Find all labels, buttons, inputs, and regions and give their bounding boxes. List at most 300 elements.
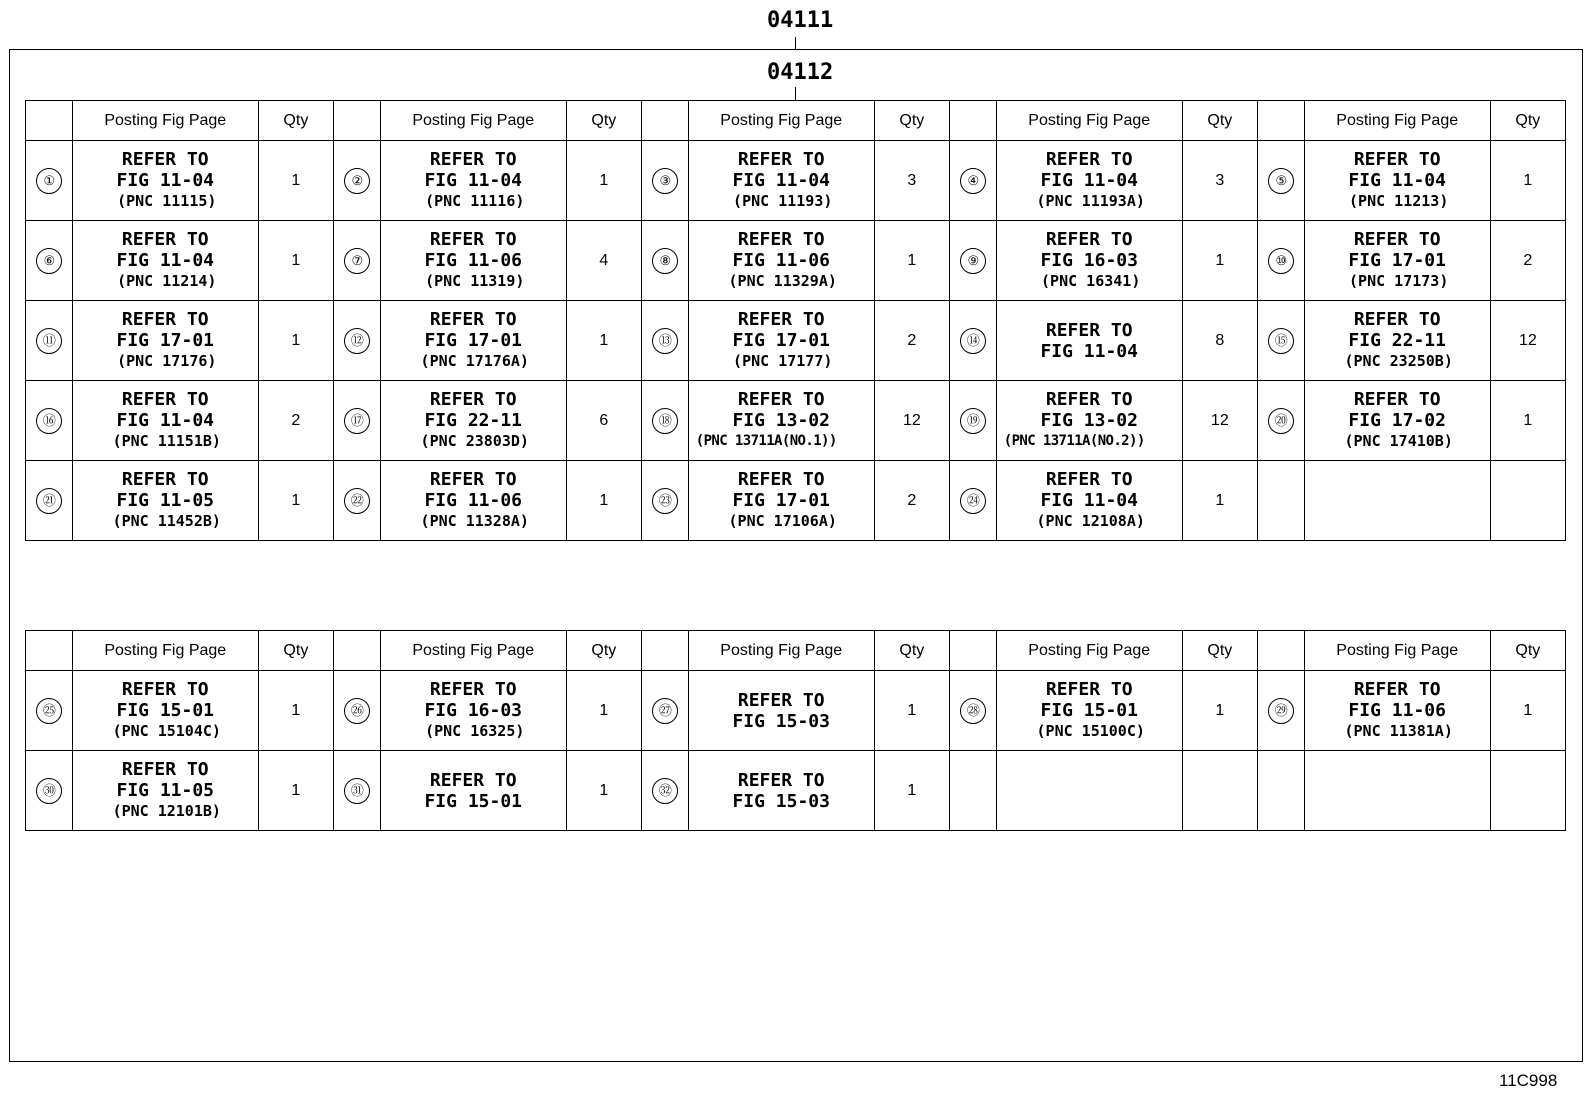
ref-number-cell [641, 751, 688, 831]
item-number-badge: ⑥ [36, 248, 62, 274]
ref-number-cell [26, 671, 73, 751]
reference-cell [996, 221, 1182, 301]
item-number-badge: ⑰ [344, 408, 370, 434]
qty-cell [874, 461, 949, 541]
ref-number-cell [26, 141, 73, 221]
refer-to-text: REFER TO [737, 689, 825, 711]
pnc-reference: (PNC 11381A) [1344, 722, 1453, 740]
ref-number-cell [333, 221, 380, 301]
header-number-cell [26, 101, 73, 141]
reference-cell [688, 671, 874, 751]
ref-number-cell [641, 301, 688, 381]
item-number-badge: ⑪ [36, 328, 62, 354]
refer-to-text: REFER TO [121, 229, 209, 250]
qty-cell [566, 301, 641, 381]
pnc-reference: (PNC 12108A) [1036, 512, 1145, 530]
refer-to-text: REFER TO [429, 469, 517, 490]
quantity-value: 12 [902, 411, 921, 429]
reference-cell [688, 141, 874, 221]
item-number-badge: ㉘ [960, 698, 986, 724]
refer-to-text: REFER TO [1045, 389, 1133, 410]
ref-number-cell [333, 751, 380, 831]
reference-cell [1304, 301, 1490, 381]
refer-to-text: REFER TO [121, 469, 209, 490]
item-number-badge: ⑤ [1268, 168, 1294, 194]
figure-reference: FIG 17-01 [116, 330, 215, 351]
qty-cell [874, 301, 949, 381]
quantity-value: 1 [599, 781, 609, 799]
table-row [26, 381, 1566, 461]
figure-reference: FIG 17-02 [1348, 410, 1446, 431]
figure-reference: FIG 22-11 [1348, 330, 1446, 351]
quantity-value: 1 [907, 781, 917, 799]
ref-number-cell [26, 381, 73, 461]
header-number-cell [641, 631, 688, 671]
figure-reference: FIG 15-01 [116, 700, 215, 721]
quantity-value: 3 [907, 171, 917, 189]
pnc-reference: (PNC 12101B) [112, 802, 221, 820]
header-posting-fig-page: Posting Fig Page [72, 101, 258, 141]
quantity-value: 1 [599, 701, 609, 719]
refer-to-text: REFER TO [429, 149, 517, 170]
pnc-reference: (PNC 11214) [117, 272, 217, 290]
qty-cell [1490, 461, 1565, 541]
qty-cell [566, 381, 641, 461]
pnc-reference: (PNC 15100C) [1036, 722, 1145, 740]
ref-number-cell [1257, 141, 1304, 221]
refer-to-text: REFER TO [1045, 679, 1133, 700]
reference-cell [380, 461, 566, 541]
figure-reference: FIG 11-04 [1040, 170, 1138, 191]
item-number-badge: ② [344, 168, 370, 194]
quantity-value: 1 [1215, 701, 1225, 719]
figure-reference: FIG 15-03 [732, 790, 830, 812]
ref-number-cell [1257, 671, 1304, 751]
reference-cell [688, 461, 874, 541]
refer-to-text: REFER TO [121, 149, 209, 170]
header-posting-fig-page: Posting Fig Page [1304, 631, 1490, 671]
quantity-value: 1 [1215, 251, 1225, 269]
header-qty: Qty [874, 631, 949, 671]
figure-reference: FIG 17-01 [732, 490, 830, 511]
reference-cell [72, 381, 258, 461]
reference-cell [996, 461, 1182, 541]
item-number-badge: ⑨ [960, 248, 986, 274]
refer-to-text: REFER TO [429, 229, 517, 250]
ref-number-cell [1257, 381, 1304, 461]
qty-cell [566, 671, 641, 751]
qty-cell [258, 751, 333, 831]
reference-cell [1304, 461, 1490, 541]
item-number-badge: ⑯ [36, 408, 62, 434]
qty-cell [566, 221, 641, 301]
qty-cell [258, 221, 333, 301]
refer-to-text: REFER TO [1353, 149, 1441, 170]
quantity-value: 1 [1523, 411, 1533, 429]
refer-to-text: REFER TO [429, 309, 517, 330]
ref-number-cell [333, 301, 380, 381]
header-qty: Qty [566, 631, 641, 671]
illustration-code: 11C998 [1499, 1071, 1558, 1090]
quantity-value: 2 [1523, 251, 1533, 269]
reference-cell [1304, 141, 1490, 221]
ref-number-cell [949, 221, 996, 301]
refer-to-text: REFER TO [737, 149, 825, 170]
pnc-reference: (PNC 17410B) [1344, 432, 1453, 450]
refer-to-text: REFER TO [1353, 309, 1441, 330]
qty-cell [258, 301, 333, 381]
ref-number-cell [949, 671, 996, 751]
reference-cell [1304, 751, 1490, 831]
refer-to-text: REFER TO [1045, 149, 1133, 170]
reference-cell [72, 141, 258, 221]
header-posting-fig-page: Posting Fig Page [1304, 101, 1490, 141]
qty-cell [1490, 381, 1565, 461]
table-row [26, 751, 1566, 831]
reference-cell [1304, 381, 1490, 461]
pnc-reference: (PNC 11452B) [112, 512, 221, 530]
refer-to-text: REFER TO [429, 389, 517, 410]
refer-to-text: REFER TO [1353, 389, 1441, 410]
figure-reference: FIG 15-01 [1040, 700, 1138, 721]
header-posting-fig-page: Posting Fig Page [72, 631, 258, 671]
ref-number-cell [1257, 301, 1304, 381]
pnc-reference: (PNC 17106A) [728, 512, 837, 530]
qty-cell [1490, 221, 1565, 301]
refer-to-text: REFER TO [121, 679, 209, 700]
quantity-value: 8 [1215, 331, 1225, 349]
quantity-value: 6 [599, 411, 609, 429]
ref-number-cell [26, 461, 73, 541]
header-posting-fig-page: Posting Fig Page [380, 101, 566, 141]
figure-reference: FIG 11-04 [1040, 490, 1138, 511]
item-number-badge: ㉜ [652, 778, 678, 804]
quantity-value: 1 [1523, 171, 1533, 189]
figure-reference: FIG 11-06 [1348, 700, 1446, 721]
item-number-badge: ㉗ [652, 698, 678, 724]
reference-cell [688, 381, 874, 461]
table-row [26, 141, 1566, 221]
pnc-reference: (PNC 16341) [1041, 272, 1141, 290]
header-posting-fig-page: Posting Fig Page [688, 101, 874, 141]
parts-reference-table-1 [25, 100, 1566, 541]
parts-reference-table-2 [25, 630, 1566, 831]
reference-cell [688, 221, 874, 301]
quantity-value: 1 [291, 171, 301, 189]
reference-cell [72, 221, 258, 301]
pnc-reference: (PNC 11115) [117, 192, 217, 210]
qty-cell [1490, 301, 1565, 381]
reference-cell [996, 301, 1182, 381]
quantity-value: 3 [1215, 171, 1225, 189]
reference-cell [380, 751, 566, 831]
refer-to-text: REFER TO [121, 759, 209, 780]
ref-number-cell [1257, 751, 1304, 831]
item-number-badge: ⑧ [652, 248, 678, 274]
item-number-badge: ㉑ [36, 488, 62, 514]
header-qty: Qty [258, 631, 333, 671]
reference-cell [1304, 221, 1490, 301]
refer-to-text: REFER TO [1045, 229, 1133, 250]
quantity-value: 1 [907, 701, 917, 719]
figure-reference: FIG 11-06 [732, 250, 830, 271]
quantity-value: 2 [907, 491, 917, 509]
header-qty: Qty [566, 101, 641, 141]
qty-cell [1490, 751, 1565, 831]
quantity-value: 1 [291, 251, 301, 269]
reference-cell [72, 671, 258, 751]
item-number-badge: ⑬ [652, 328, 678, 354]
refer-to-text: REFER TO [737, 229, 825, 250]
figure-reference: FIG 11-06 [424, 250, 523, 271]
figure-reference: FIG 11-05 [116, 490, 215, 511]
refer-to-text: REFER TO [1045, 319, 1133, 341]
pnc-reference: (PNC 16325) [425, 722, 525, 740]
pnc-reference: (PNC 11193A) [1036, 192, 1145, 210]
quantity-value: 1 [291, 781, 301, 799]
quantity-value: 12 [1210, 411, 1229, 429]
quantity-value: 1 [907, 251, 917, 269]
qty-cell [874, 141, 949, 221]
pnc-reference: (PNC 23803D) [420, 432, 529, 450]
qty-cell [1490, 141, 1565, 221]
qty-cell [1182, 751, 1257, 831]
ref-number-cell [333, 671, 380, 751]
qty-cell [1182, 141, 1257, 221]
header-number-cell [1257, 101, 1304, 141]
figure-reference: FIG 13-02 [1040, 410, 1138, 431]
reference-cell [688, 301, 874, 381]
header-row [26, 101, 1566, 141]
subassembly-number-label: 04112 [767, 60, 834, 85]
pnc-reference: (PNC 17173) [1349, 272, 1449, 290]
pnc-reference: (PNC 11193) [733, 192, 833, 210]
qty-cell [874, 751, 949, 831]
item-number-badge: ① [36, 168, 62, 194]
figure-reference: FIG 16-03 [424, 700, 523, 721]
refer-to-text: REFER TO [121, 389, 209, 410]
header-number-cell [949, 101, 996, 141]
quantity-value: 4 [599, 251, 609, 269]
header-qty: Qty [258, 101, 333, 141]
quantity-value: 1 [291, 331, 301, 349]
ref-number-cell [641, 221, 688, 301]
figure-reference: FIG 17-01 [424, 330, 523, 351]
header-qty: Qty [1182, 631, 1257, 671]
figure-reference: FIG 15-01 [424, 790, 523, 812]
header-row [26, 631, 1566, 671]
reference-cell [380, 671, 566, 751]
item-number-badge: ㉕ [36, 698, 62, 724]
item-number-badge: ⑮ [1268, 328, 1294, 354]
qty-cell [1182, 461, 1257, 541]
qty-cell [1490, 671, 1565, 751]
header-qty: Qty [1490, 101, 1565, 141]
quantity-value: 1 [291, 701, 301, 719]
refer-to-text: REFER TO [429, 769, 517, 791]
header-qty: Qty [1490, 631, 1565, 671]
figure-reference: FIG 13-02 [732, 410, 830, 431]
item-number-badge: ㉙ [1268, 698, 1294, 724]
figure-reference: FIG 11-04 [116, 250, 215, 271]
reference-cell [72, 461, 258, 541]
quantity-value: 1 [599, 331, 609, 349]
pnc-reference: (PNC 11329A) [728, 272, 837, 290]
ref-number-cell [641, 671, 688, 751]
table-row [26, 461, 1566, 541]
ref-number-cell [333, 461, 380, 541]
pnc-reference: (PNC 11151B) [112, 432, 221, 450]
item-number-badge: ④ [960, 168, 986, 194]
table-row [26, 221, 1566, 301]
quantity-value: 12 [1518, 331, 1537, 349]
item-number-badge: ⑫ [344, 328, 370, 354]
item-number-badge: ⑳ [1268, 408, 1294, 434]
pnc-reference: (PNC 17176A) [420, 352, 529, 370]
figure-reference: FIG 11-04 [424, 170, 523, 191]
quantity-value: 1 [1215, 491, 1225, 509]
figure-reference: FIG 11-04 [116, 410, 215, 431]
assembly-number-label: 04111 [767, 8, 834, 33]
ref-number-cell [26, 301, 73, 381]
pnc-reference: (PNC 11319) [425, 272, 525, 290]
qty-cell [566, 461, 641, 541]
ref-number-cell [333, 141, 380, 221]
refer-to-text: REFER TO [737, 769, 825, 791]
reference-cell [380, 381, 566, 461]
item-number-badge: ㉛ [344, 778, 370, 804]
quantity-value: 2 [291, 411, 301, 429]
reference-cell [380, 221, 566, 301]
ref-number-cell [949, 141, 996, 221]
ref-number-cell [641, 461, 688, 541]
reference-cell [996, 141, 1182, 221]
header-qty: Qty [1182, 101, 1257, 141]
header-number-cell [1257, 631, 1304, 671]
qty-cell [258, 381, 333, 461]
header-posting-fig-page: Posting Fig Page [380, 631, 566, 671]
qty-cell [1182, 671, 1257, 751]
item-number-badge: ⑩ [1268, 248, 1294, 274]
reference-cell [380, 301, 566, 381]
ref-number-cell [949, 301, 996, 381]
table-row [26, 671, 1566, 751]
qty-cell [258, 671, 333, 751]
qty-cell [566, 751, 641, 831]
qty-cell [1182, 381, 1257, 461]
item-number-badge: ⑦ [344, 248, 370, 274]
item-number-badge: ㉚ [36, 778, 62, 804]
figure-reference: FIG 17-01 [732, 330, 830, 351]
figure-reference: FIG 15-03 [732, 710, 830, 732]
refer-to-text: REFER TO [1045, 469, 1133, 490]
item-number-badge: ③ [652, 168, 678, 194]
item-number-badge: ⑱ [652, 408, 678, 434]
figure-reference: FIG 11-04 [1040, 340, 1138, 362]
item-number-badge: ⑲ [960, 408, 986, 434]
item-number-badge: ㉔ [960, 488, 986, 514]
refer-to-text: REFER TO [737, 469, 825, 490]
ref-number-cell [26, 751, 73, 831]
reference-cell [688, 751, 874, 831]
qty-cell [1182, 301, 1257, 381]
figure-reference: FIG 11-06 [424, 490, 523, 511]
header-number-cell [26, 631, 73, 671]
figure-reference: FIG 11-04 [116, 170, 215, 191]
quantity-value: 1 [291, 491, 301, 509]
pnc-reference: (PNC 23250B) [1344, 352, 1453, 370]
figure-reference: FIG 17-01 [1348, 250, 1446, 271]
qty-cell [1182, 221, 1257, 301]
header-posting-fig-page: Posting Fig Page [996, 101, 1182, 141]
header-posting-fig-page: Posting Fig Page [996, 631, 1182, 671]
quantity-value: 2 [907, 331, 917, 349]
ref-number-cell [641, 141, 688, 221]
pnc-reference: (PNC 13711A(NO.1)) [695, 433, 837, 449]
ref-number-cell [1257, 461, 1304, 541]
item-number-badge: ㉓ [652, 488, 678, 514]
reference-cell [72, 301, 258, 381]
header-qty: Qty [874, 101, 949, 141]
refer-to-text: REFER TO [121, 309, 209, 330]
pnc-reference: (PNC 11116) [425, 192, 525, 210]
quantity-value: 1 [599, 171, 609, 189]
reference-cell [1304, 671, 1490, 751]
figure-reference: FIG 11-04 [732, 170, 830, 191]
header-posting-fig-page: Posting Fig Page [688, 631, 874, 671]
refer-to-text: REFER TO [1353, 229, 1441, 250]
reference-cell [72, 751, 258, 831]
figure-reference: FIG 11-04 [1348, 170, 1446, 191]
reference-cell [996, 381, 1182, 461]
reference-cell [996, 751, 1182, 831]
qty-cell [874, 671, 949, 751]
reference-cell [380, 141, 566, 221]
subassembly-leader-line [795, 87, 796, 100]
ref-number-cell [949, 461, 996, 541]
ref-number-cell [949, 751, 996, 831]
pnc-reference: (PNC 17177) [733, 352, 833, 370]
header-number-cell [949, 631, 996, 671]
table-row [26, 301, 1566, 381]
ref-number-cell [333, 381, 380, 461]
pnc-reference: (PNC 15104C) [112, 722, 221, 740]
figure-reference: FIG 22-11 [424, 410, 523, 431]
header-number-cell [641, 101, 688, 141]
item-number-badge: ㉒ [344, 488, 370, 514]
figure-reference: FIG 16-03 [1040, 250, 1138, 271]
ref-number-cell [26, 221, 73, 301]
ref-number-cell [1257, 221, 1304, 301]
figure-reference: FIG 11-05 [116, 780, 215, 801]
header-number-cell [333, 101, 380, 141]
pnc-reference: (PNC 13711A(NO.2)) [1003, 433, 1145, 449]
qty-cell [874, 221, 949, 301]
refer-to-text: REFER TO [1353, 679, 1441, 700]
item-number-badge: ⑭ [960, 328, 986, 354]
item-number-badge: ㉖ [344, 698, 370, 724]
pnc-reference: (PNC 17176) [117, 352, 217, 370]
refer-to-text: REFER TO [429, 679, 517, 700]
qty-cell [566, 141, 641, 221]
refer-to-text: REFER TO [737, 389, 825, 410]
header-number-cell [333, 631, 380, 671]
quantity-value: 1 [1523, 701, 1533, 719]
qty-cell [874, 381, 949, 461]
quantity-value: 1 [599, 491, 609, 509]
pnc-reference: (PNC 11328A) [420, 512, 529, 530]
refer-to-text: REFER TO [737, 309, 825, 330]
